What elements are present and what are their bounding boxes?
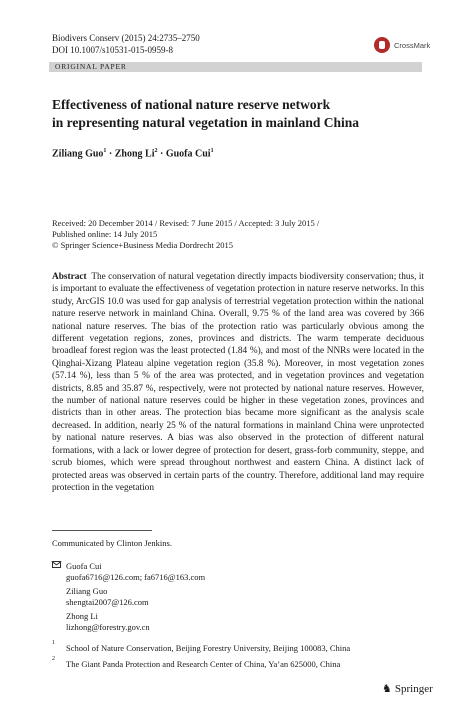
author-list xyxy=(52,148,214,159)
author-affiliation-mark: 1 xyxy=(210,148,214,154)
author-name[interactable]: Zhong Li xyxy=(114,148,155,160)
author-name[interactable]: Guofa Cui xyxy=(165,148,211,160)
crossmark-badge[interactable] xyxy=(374,37,430,53)
title-line-1: Effectiveness of national nature reserve network xyxy=(52,97,331,112)
contact-name: Guofa Cui xyxy=(66,561,102,571)
publisher-logo xyxy=(382,682,433,695)
paper-title xyxy=(52,96,432,132)
author-name[interactable]: Ziliang Guo xyxy=(52,148,104,160)
contact-name: Ziliang Guo xyxy=(66,586,108,596)
author-separator: · xyxy=(108,148,115,160)
contact-email[interactable]: lizhong@forestry.gov.cn xyxy=(66,621,150,632)
crossmark-icon xyxy=(374,37,390,53)
publication-dates xyxy=(52,218,319,251)
abstract-label: Abstract xyxy=(52,272,87,282)
abstract-text: The conservation of natural vegetation directly impacts biodiversity conservation; thus, it is important to evaluate the effectiveness of vegetation protection in nature reserve networks. In this study, ArcGIS 10.0 was used for gap analysis of terrestrial vegetation protection within the national nature reserve network in mainland China. Overall, 9.75 % of the land area was covered by 366 national nature reserves. The bias of the protection ratio was particularly obvious among the different vegetation regions, zones, provinces and districts. The warm temperate deciduous broadleaf forest region was the least protected (1.84 %), and most of the NNRs were located in the Qinghai-Xizang Plateau alpine vegetation region (35.8 %). Moreover, in most vegetation zones (57.14 %), less than 5 % of the area was protected, and in vegetation provinces and vegetation districts, 8.85 and 35.87 %, respectively, were not protected by national nature reserves. However, the number of national nature reserves could be higher in these vegetation zones, provinces and districts than in other areas. The protection bias became more significant as the analysis scale decreased. In addition, nearly 25 % of the natural formations in mainland China were unprotected by national nature reserves. A bias was also observed in the protection of different natural formations, with a lack or lower degree of protection for desert, grass-forb community, steppe, and scrub biomes, which were spread throughout northwest and eastern China. A distinct lack of protected areas was observed in certain parts of the country. Therefore, additional land may require protection in the vegetation xyxy=(52,272,424,493)
crossmark-label: CrossMark xyxy=(394,40,431,50)
contact-item xyxy=(66,586,266,607)
author-affiliation-mark: 1 xyxy=(103,148,107,154)
copyright: © Springer Science+Business Media Dordrecht 2015 xyxy=(52,240,233,250)
journal-info xyxy=(52,33,200,56)
article-type-banner xyxy=(49,62,422,72)
affiliation-text: School of Nature Conservation, Beijing Forestry University, Beijing 100083, China xyxy=(66,643,351,653)
author-affiliation-mark: 2 xyxy=(154,148,158,154)
contact-name: Zhong Li xyxy=(66,611,98,621)
abstract xyxy=(52,271,424,494)
publisher-name: Springer xyxy=(394,682,433,695)
published-online: Published online: 14 July 2015 xyxy=(52,229,158,239)
author-separator: · xyxy=(160,148,166,160)
contact-item xyxy=(66,611,266,632)
journal-doi[interactable]: DOI 10.1007/s10531-015-0959-8 xyxy=(52,44,173,55)
footnote-divider xyxy=(52,530,152,531)
communicated-by: Communicated by Clinton Jenkins. xyxy=(52,538,172,548)
affiliation-text: The Giant Panda Protection and Research Center of China, Ya’an 625000, China xyxy=(66,659,341,669)
envelope-icon xyxy=(52,561,61,568)
contact-email[interactable]: guofa6716@126.com; fa6716@163.com xyxy=(66,571,206,582)
title-line-2: in representing natural vegetation in mainland China xyxy=(52,115,360,130)
history-dates: Received: 20 December 2014 / Revised: 7 June 2015 / Accepted: 3 July 2015 / xyxy=(52,218,320,228)
affiliation-number: 2 xyxy=(52,656,55,662)
affiliation-number: 1 xyxy=(52,640,55,646)
journal-citation: Biodivers Conserv (2015) 24:2735–2750 xyxy=(52,33,200,43)
springer-horse-icon: ♞ xyxy=(382,683,392,695)
contact-item xyxy=(66,561,266,582)
article-type-label: ORIGINAL PAPER xyxy=(55,62,127,71)
contact-email[interactable]: shengtai2007@126.com xyxy=(66,596,149,607)
